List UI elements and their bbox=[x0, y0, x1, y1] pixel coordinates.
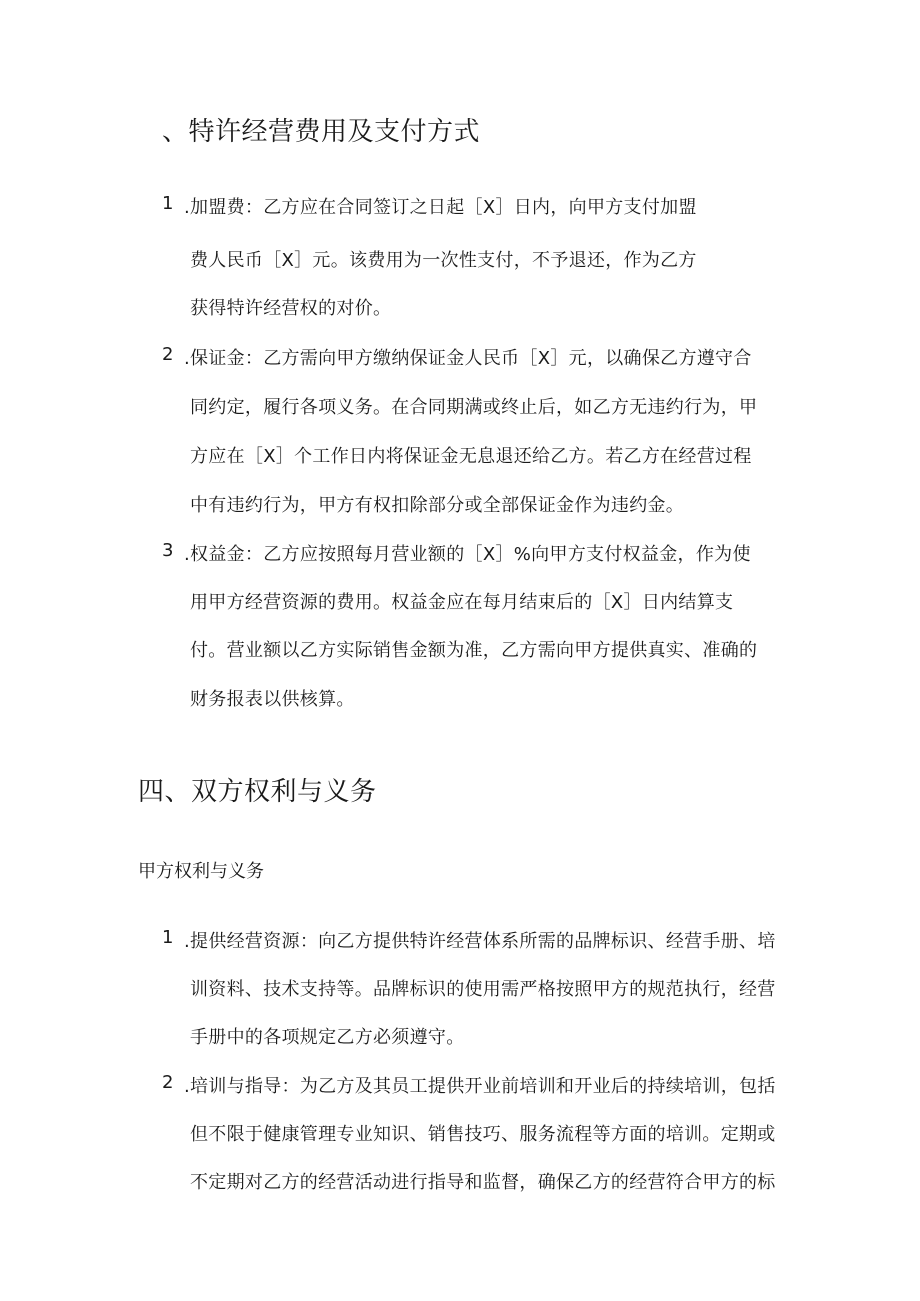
item-line: 中有违约行为，甲方有权扣除部分或全部保证金作为违约金。 bbox=[190, 495, 685, 516]
item-line: 训资料、技术支持等。品牌标识的使用需严格按照甲方的规范执行，经营 bbox=[190, 979, 776, 1000]
item-line: .提供经营资源：向乙方提供特许经营体系所需的品牌标识、经营手册、培 bbox=[184, 931, 776, 952]
item-line: .培训与指导：为乙方及其员工提供开业前培训和开业后的持续培训，包括 bbox=[184, 1076, 776, 1097]
section-4-title: 四、双方权利与义务 bbox=[138, 777, 377, 807]
item-number: 1 bbox=[162, 193, 174, 214]
item-line: 费人民币［X］元。该费用为一次性支付，不予退还，作为乙方 bbox=[190, 250, 697, 271]
section-4-subtitle: 甲方权利与义务 bbox=[138, 861, 264, 882]
item-line: .权益金：乙方应按照每月营业额的［X］%向甲方支付权益金，作为使 bbox=[184, 544, 751, 565]
item-line: 不定期对乙方的经营活动进行指导和监督，确保乙方的经营符合甲方的标 bbox=[190, 1172, 776, 1193]
item-line: 获得特许经营权的对价。 bbox=[190, 298, 392, 319]
item-line: 付。营业额以乙方实际销售金额为准，乙方需向甲方提供真实、准确的 bbox=[190, 640, 758, 661]
section-3-title: 、特许经营费用及支付方式 bbox=[162, 117, 481, 147]
item-line: .保证金：乙方需向甲方缴纳保证金人民币［X］元，以确保乙方遵守合 bbox=[184, 348, 752, 369]
item-line: 财务报表以供核算。 bbox=[190, 689, 355, 710]
item-number: 2 bbox=[162, 1072, 174, 1093]
item-line: 方应在［X］个工作日内将保证金无息退还给乙方。若乙方在经营过程 bbox=[190, 446, 752, 467]
item-number: 2 bbox=[162, 344, 174, 365]
item-number: 3 bbox=[162, 540, 174, 561]
item-line: 但不限于健康管理专业知识、销售技巧、服务流程等方面的培训。定期或 bbox=[190, 1124, 776, 1145]
item-line: .加盟费：乙方应在合同签订之日起［X］日内，向甲方支付加盟 bbox=[184, 197, 697, 218]
item-line: 用甲方经营资源的费用。权益金应在每月结束后的［X］日内结算支 bbox=[190, 592, 734, 613]
item-number: 1 bbox=[162, 927, 174, 948]
item-line: 同约定，履行各项义务。在合同期满或终止后，如乙方无违约行为，甲 bbox=[190, 397, 758, 418]
item-line: 手册中的各项规定乙方必须遵守。 bbox=[190, 1027, 465, 1048]
